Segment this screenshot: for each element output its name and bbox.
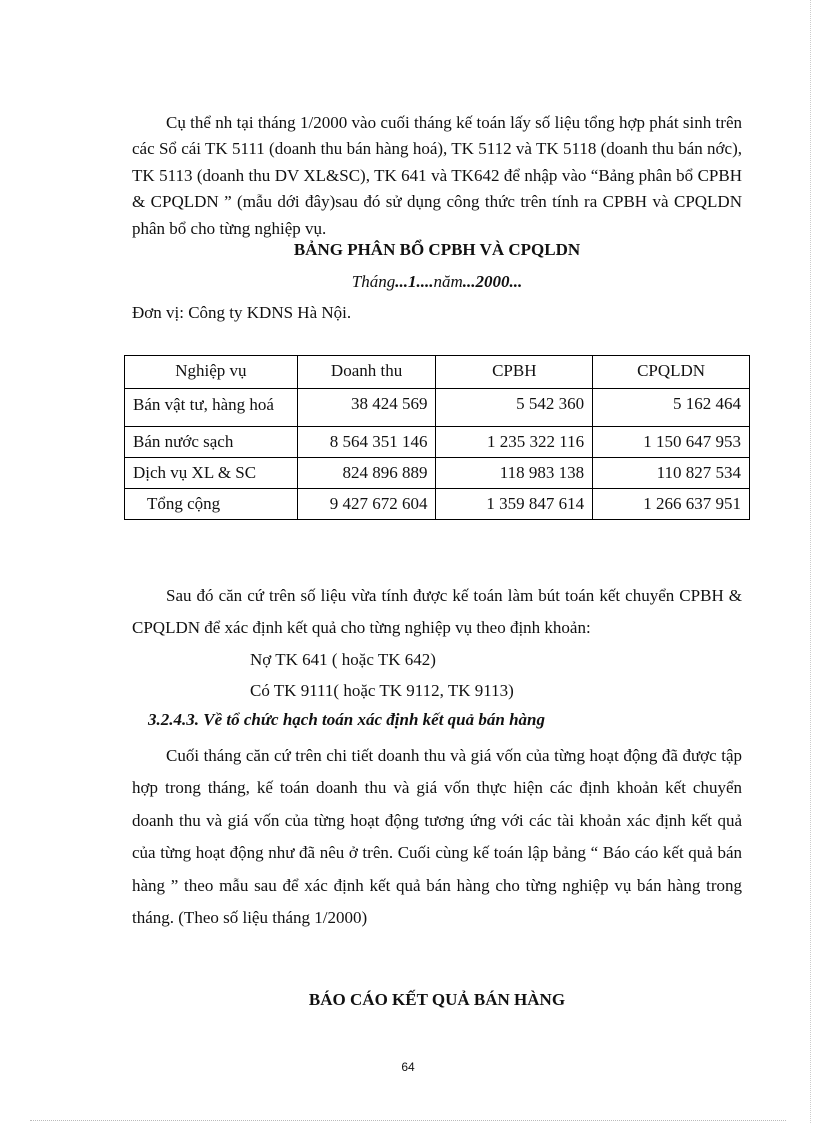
section-paragraph: Cuối tháng căn cứ trên chi tiết doanh thu và giá vốn của từng hoạt động đã được tập hợp trong tháng, kế toán doanh thu và giá vốn thực hiện các định khoản kết chuyển doanh thu và giá vốn của từng hoạt động tương ứng với các tài khoản xác định kết quả của từng hoạt động như đã nêu ở trên. Cuối cùng kế toán lập bảng “ Báo cáo kết quả bán hàng ” theo mẫu sau để xác định kết quả bán hàng cho từng nghiệp vụ bán hàng trong tháng. (Theo số liệu tháng 1/2000)	[132, 746, 742, 928]
month-line	[132, 272, 742, 292]
table-cell: 5 542 360	[436, 389, 593, 427]
footer-divider	[30, 1120, 786, 1121]
table-title: BẢNG PHÂN BỔ CPBH VÀ CPQLDN	[293, 240, 581, 259]
header-cell: Nghiệp vụ	[125, 356, 298, 389]
table-cell: 9 427 672 604	[297, 489, 436, 520]
table-cell: 118 983 138	[436, 458, 593, 489]
row-label: Bán vật tư, hàng hoá	[125, 389, 298, 427]
table-cell: 38 424 569	[297, 389, 436, 427]
month-middle: năm	[433, 272, 463, 291]
journal-entry-debit: Nợ TK 641 ( hoặc TK 642)	[250, 650, 436, 669]
allocation-table	[124, 355, 750, 520]
table-row	[125, 427, 750, 458]
intro-paragraph: Cụ thể nh tại tháng 1/2000 vào cuối tháng kế toán lấy số liệu tổng hợp phát sinh trên các Sổ cái TK 5111 (doanh thu bán hàng hoá), TK 5112 và TK 5118 (doanh thu bán nớc), TK 5113 (doanh thu DV XL&SC), TK 641 và TK642 để nhập vào “Bảng phân bổ CPBH & CPQLDN ” (mẫu dới đây)sau đó sử dụng công thức trên tính ra CPBH và CPQLDN phân bổ cho từng nghiệp vụ.	[132, 113, 742, 238]
table-cell: 1 235 322 116	[436, 427, 593, 458]
month-prefix: Tháng	[351, 272, 396, 291]
after-table-paragraph: Sau đó căn cứ trên số liệu vừa tính được kế toán làm bút toán kết chuyển CPBH & CPQLDN để xác định kết quả cho từng nghiệp vụ theo định khoản:	[132, 586, 742, 637]
table-cell: 5 162 464	[593, 389, 750, 427]
journal-entry-credit: Có TK 9111( hoặc TK 9112, TK 9113)	[250, 681, 514, 700]
header-cell: CPBH	[436, 356, 593, 389]
page-number: 64	[401, 1060, 415, 1074]
table-cell: 1 266 637 951	[593, 489, 750, 520]
row-label: Dịch vụ XL & SC	[125, 458, 298, 489]
table-row	[125, 458, 750, 489]
table-total-row	[125, 489, 750, 520]
table-cell: 8 564 351 146	[297, 427, 436, 458]
year-value: ...2000...	[462, 272, 523, 291]
table-cell: 1 150 647 953	[593, 427, 750, 458]
month-value: ...1....	[395, 272, 434, 291]
table-cell: 824 896 889	[297, 458, 436, 489]
unit-line: Đơn vị: Công ty KDNS Hà Nội.	[132, 303, 352, 322]
table-header-row	[125, 356, 750, 389]
table-row	[125, 389, 750, 427]
section-heading: 3.2.4.3. Về tổ chức hạch toán xác định kết quả bán hàng	[148, 710, 545, 729]
page-edge-divider	[810, 0, 811, 1123]
table-cell: 1 359 847 614	[436, 489, 593, 520]
header-cell: Doanh thu	[297, 356, 436, 389]
row-label: Tổng cộng	[125, 489, 298, 520]
header-cell: CPQLDN	[593, 356, 750, 389]
report-title: BÁO CÁO KẾT QUẢ BÁN HÀNG	[308, 990, 566, 1009]
row-label: Bán nước sạch	[125, 427, 298, 458]
table-cell: 110 827 534	[593, 458, 750, 489]
